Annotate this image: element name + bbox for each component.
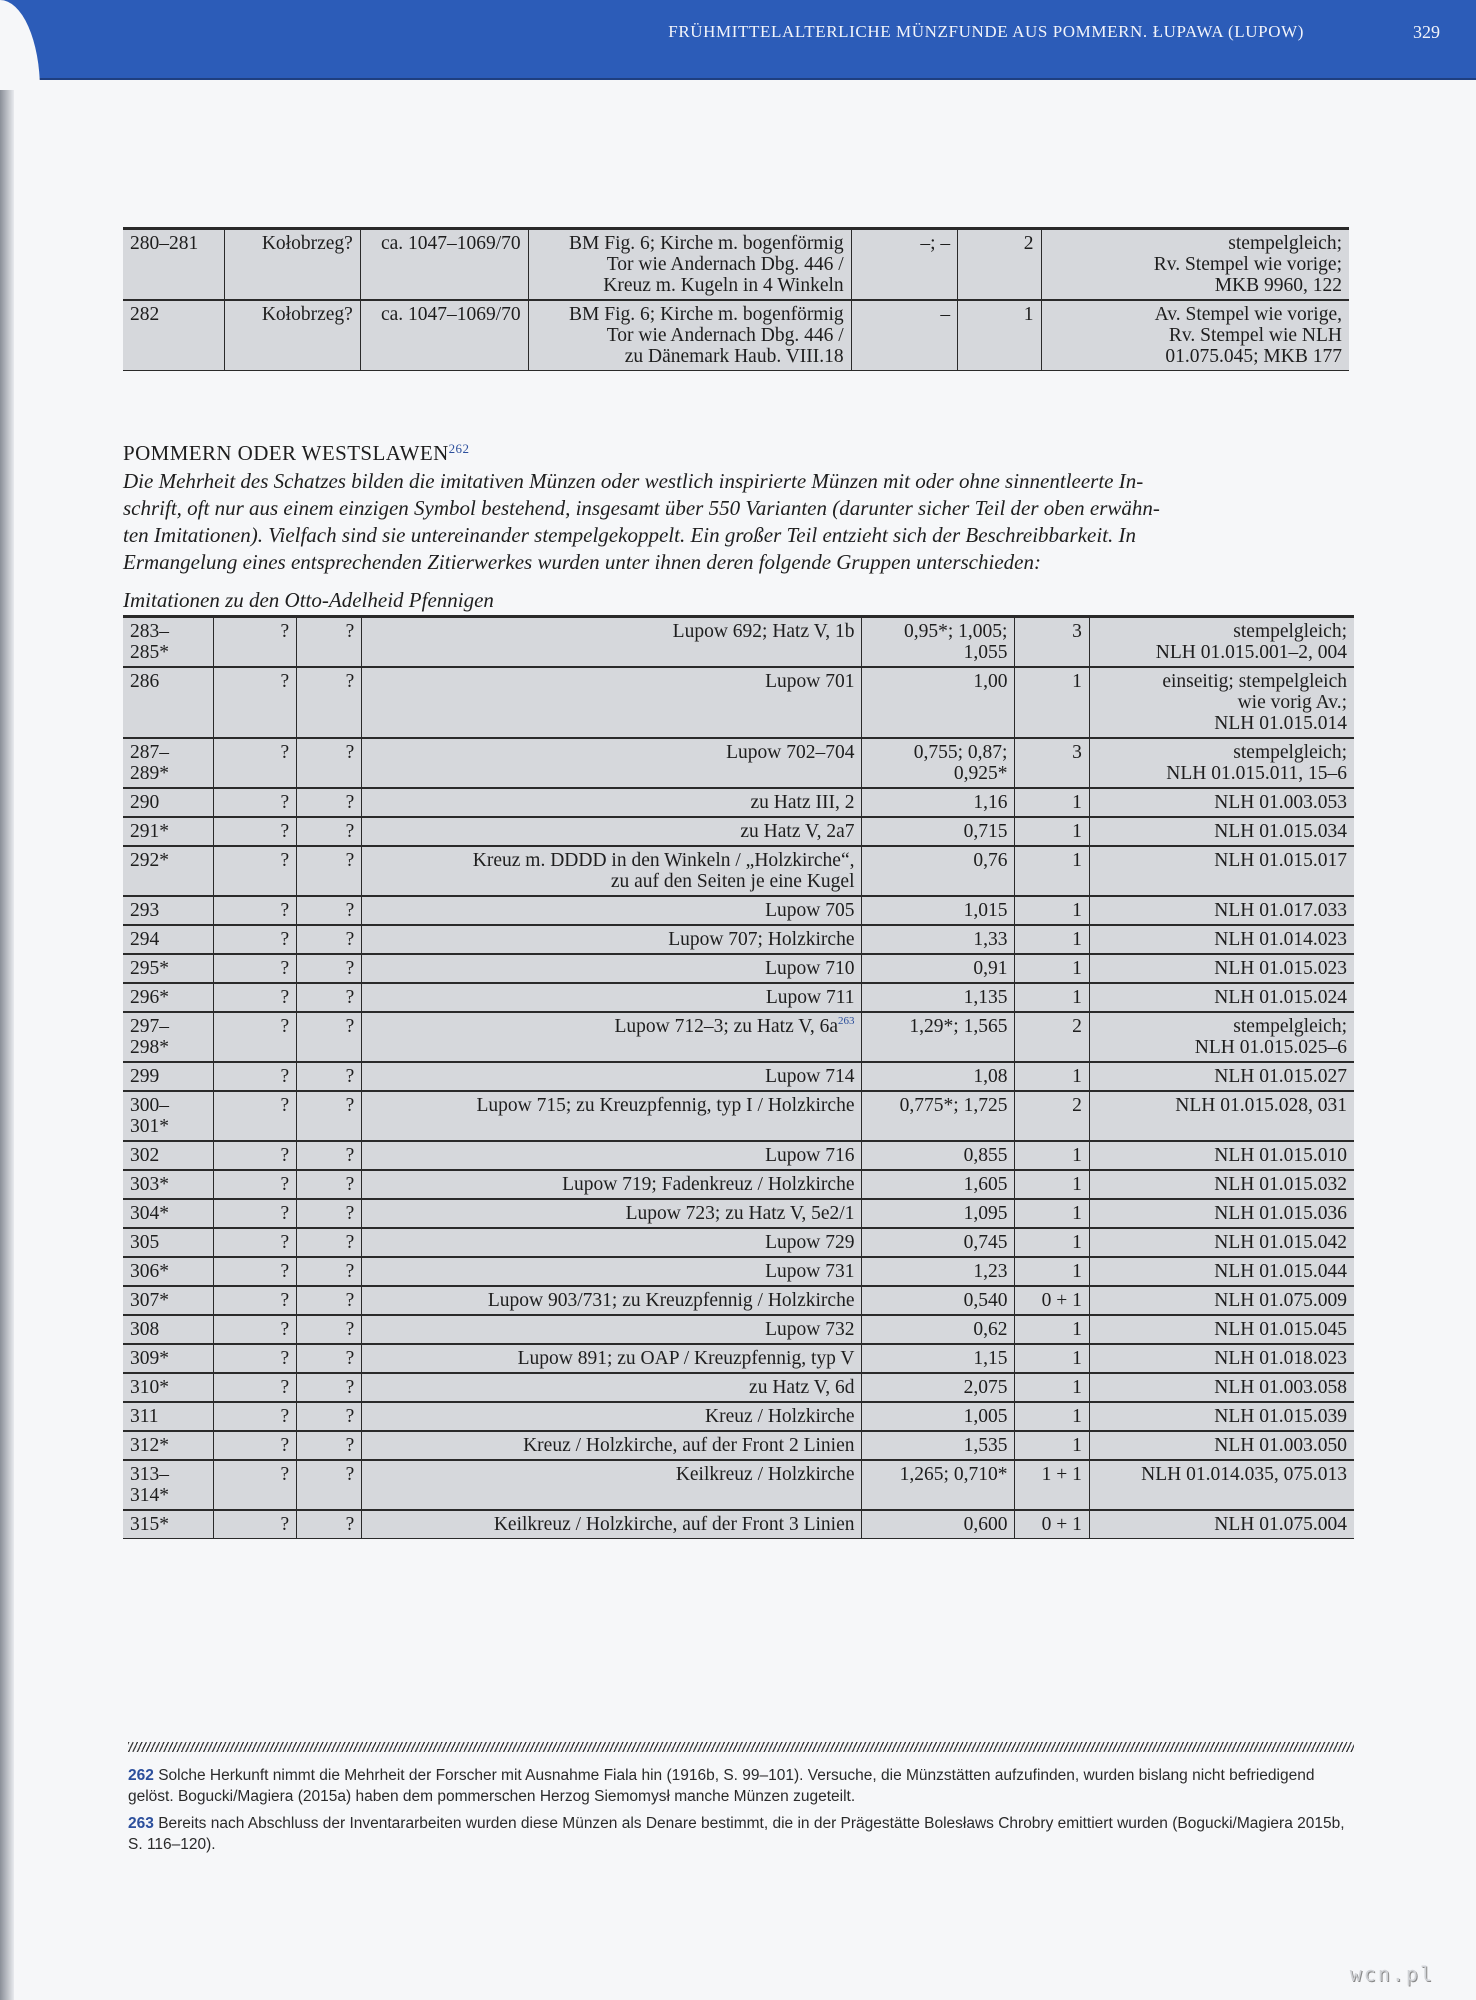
cell-date: ? [297,1228,362,1257]
cell-count: 1 [1015,1315,1089,1344]
cell-description: Lupow 710 [362,954,862,983]
cell-number: 312* [123,1431,214,1460]
footnote-number: 263 [128,1815,154,1832]
cell-number: 304* [123,1199,214,1228]
cell-description: BM Fig. 6; Kirche m. bogenförmig Tor wie Andernach Dbg. 446 / zu Dänemark Haub. VIII.18 [528,300,851,371]
cell-remarks: NLH 01.015.027 [1089,1062,1354,1091]
cell-weight: 0,600 [862,1510,1015,1539]
cell-mint: ? [214,1315,297,1344]
cell-remarks: NLH 01.015.039 [1089,1402,1354,1431]
cell-date: ? [297,817,362,846]
cell-weight: 0,715 [862,817,1015,846]
table-row [123,1062,1354,1091]
cell-remarks: NLH 01.015.023 [1089,954,1354,983]
cell-mint: ? [214,617,297,668]
cell-number: 303* [123,1170,214,1199]
cell-description: Keilkreuz / Holzkirche, auf der Front 3 Linien [362,1510,862,1539]
cell-date: ca. 1047–1069/70 [360,229,528,301]
cell-count: 1 [1015,1199,1089,1228]
cell-date: ? [297,1431,362,1460]
cell-count: 2 [1015,1091,1089,1141]
cell-weight: 1,015 [862,896,1015,925]
cell-mint: ? [214,1402,297,1431]
cell-count: 1 [1015,1062,1089,1091]
cell-count: 1 [1015,1344,1089,1373]
cell-mint: ? [214,1062,297,1091]
cell-count: 1 + 1 [1015,1460,1089,1510]
table-row [123,1286,1354,1315]
cell-number: 290 [123,788,214,817]
cell-description: Kreuz / Holzkirche [362,1402,862,1431]
catalog-table-continued [123,227,1349,371]
intro-line: ten Imitationen). Vielfach sind sie untereinander stempelgekoppelt. Ein großer Teil entzieht sich der Beschreibbarkeit. In [123,523,1137,547]
table-row [123,1373,1354,1402]
table-row [123,1012,1354,1062]
cell-remarks: stempelgleich; NLH 01.015.025–6 [1089,1012,1354,1062]
cell-weight: 1,005 [862,1402,1015,1431]
cell-number: 291* [123,817,214,846]
header-curve [0,0,40,90]
cell-remarks: NLH 01.014.023 [1089,925,1354,954]
cell-weight: 1,00 [862,667,1015,738]
cell-count: 1 [1015,846,1089,896]
cell-count: 1 [1015,1431,1089,1460]
cell-number: 282 [123,300,225,371]
table-row [123,1170,1354,1199]
cell-mint: ? [214,983,297,1012]
cell-date: ? [297,1141,362,1170]
cell-description: Kreuz m. DDDD in den Winkeln / „Holzkirche“, zu auf den Seiten je eine Kugel [362,846,862,896]
cell-weight: 1,29*; 1,565 [862,1012,1015,1062]
cell-number: 308 [123,1315,214,1344]
table-row [123,229,1349,301]
cell-number: 286 [123,667,214,738]
cell-mint: ? [214,1012,297,1062]
cell-number: 313–314* [123,1460,214,1510]
footnote-text: Bereits nach Abschluss der Inventararbeiten wurden diese Münzen als Denare bestimmt, die in der Prägestätte Bolesławs Chrobry emittiert wurden (Bogucki/Magiera 2015b, S. 116–120). [128,1815,1345,1853]
cell-remarks: einseitig; stempelgleich wie vorig Av.; NLH 01.015.014 [1089,667,1354,738]
cell-number: 280–281 [123,229,225,301]
cell-weight: 1,605 [862,1170,1015,1199]
cell-mint: ? [214,1373,297,1402]
cell-number: 302 [123,1141,214,1170]
cell-date: ? [297,1286,362,1315]
table-row [123,1402,1354,1431]
cell-date: ? [297,738,362,788]
cell-mint: ? [214,846,297,896]
table-row [123,1315,1354,1344]
cell-count: 3 [1015,617,1089,668]
cell-weight: 0,62 [862,1315,1015,1344]
cell-remarks: NLH 01.003.050 [1089,1431,1354,1460]
cell-mint: ? [214,1141,297,1170]
cell-description: Kreuz / Holzkirche, auf der Front 2 Linien [362,1431,862,1460]
table-row [123,1141,1354,1170]
footnotes [128,1765,1356,1861]
cell-mint: ? [214,1286,297,1315]
cell-remarks: NLH 01.015.032 [1089,1170,1354,1199]
cell-remarks: NLH 01.015.028, 031 [1089,1091,1354,1141]
table-row [123,983,1354,1012]
table-row [123,1510,1354,1539]
cell-mint: ? [214,738,297,788]
cell-date: ? [297,1062,362,1091]
cell-remarks: NLH 01.015.010 [1089,1141,1354,1170]
table-row [123,954,1354,983]
cell-date: ? [297,1257,362,1286]
table-row [123,1460,1354,1510]
cell-description: Lupow 732 [362,1315,862,1344]
cell-remarks: NLH 01.015.045 [1089,1315,1354,1344]
cell-mint: ? [214,896,297,925]
cell-mint: ? [214,817,297,846]
cell-date: ? [297,617,362,668]
cell-remarks: NLH 01.017.033 [1089,896,1354,925]
cell-remarks: NLH 01.015.036 [1089,1199,1354,1228]
cell-description: zu Hatz III, 2 [362,788,862,817]
cell-weight: 1,095 [862,1199,1015,1228]
cell-weight: 1,33 [862,925,1015,954]
section-heading-text: POMMERN ODER WESTSLAWEN [123,441,449,465]
cell-number: 309* [123,1344,214,1373]
cell-remarks: stempelgleich; NLH 01.015.011, 15–6 [1089,738,1354,788]
cell-remarks: NLH 01.015.017 [1089,846,1354,896]
cell-number: 315* [123,1510,214,1539]
cell-number: 305 [123,1228,214,1257]
cell-count: 1 [1015,1141,1089,1170]
cell-date: ? [297,925,362,954]
cell-number: 296* [123,983,214,1012]
cell-weight: – [851,300,958,371]
cell-number: 294 [123,925,214,954]
cell-number: 293 [123,896,214,925]
section-intro [123,468,1353,576]
cell-weight: 1,15 [862,1344,1015,1373]
cell-remarks: Av. Stempel wie vorige, Rv. Stempel wie NLH 01.075.045; MKB 177 [1041,300,1349,371]
cell-count: 1 [1015,817,1089,846]
cell-date: ? [297,667,362,738]
cell-description: Lupow 702–704 [362,738,862,788]
cell-description: Lupow 731 [362,1257,862,1286]
cell-count: 3 [1015,738,1089,788]
cell-mint: ? [214,1460,297,1510]
cell-weight: 0,775*; 1,725 [862,1091,1015,1141]
cell-description: Lupow 692; Hatz V, 1b [362,617,862,668]
footnote-number: 262 [128,1767,154,1784]
intro-line: schrift, oft nur aus einem einzigen Symbol bestehend, insgesamt über 550 Varianten (darunter sicher Teil der oben erwähn- [123,496,1160,520]
cell-mint: ? [214,954,297,983]
cell-mint: ? [214,1228,297,1257]
cell-description: Lupow 719; Fadenkreuz / Holzkirche [362,1170,862,1199]
footnote-262 [128,1765,1356,1807]
catalog-table-body [123,229,1349,371]
table-row [123,1431,1354,1460]
cell-remarks: NLH 01.003.053 [1089,788,1354,817]
table-row [123,1091,1354,1141]
cell-count: 1 [958,300,1041,371]
catalog-table-body [123,617,1354,1539]
cell-date: ? [297,1315,362,1344]
cell-description: Lupow 712–3; zu Hatz V, 6a$^{263}$ [362,1012,862,1062]
intro-line: Ermangelung eines entsprechenden Zitierwerkes wurden unter ihnen deren folgende Gruppen unterschieden: [123,550,1041,574]
cell-remarks: NLH 01.018.023 [1089,1344,1354,1373]
cell-description: Lupow 723; zu Hatz V, 5e2/1 [362,1199,862,1228]
cell-description: BM Fig. 6; Kirche m. bogenförmig Tor wie Andernach Dbg. 446 / Kreuz m. Kugeln in 4 Winkeln [528,229,851,301]
cell-mint: ? [214,925,297,954]
cell-number: 287–289* [123,738,214,788]
cell-description: Lupow 903/731; zu Kreuzpfennig / Holzkirche [362,1286,862,1315]
cell-description: Lupow 891; zu OAP / Kreuzpfennig, typ V [362,1344,862,1373]
cell-date: ? [297,1510,362,1539]
cell-description: Lupow 705 [362,896,862,925]
cell-remarks: NLH 01.075.009 [1089,1286,1354,1315]
cell-date: ? [297,1460,362,1510]
cell-description: zu Hatz V, 6d [362,1373,862,1402]
cell-weight: 1,23 [862,1257,1015,1286]
cell-count: 1 [1015,1228,1089,1257]
cell-date: ? [297,1402,362,1431]
cell-weight: 1,135 [862,983,1015,1012]
table-row [123,788,1354,817]
cell-remarks: NLH 01.015.044 [1089,1257,1354,1286]
cell-weight: –; – [851,229,958,301]
cell-number: 307* [123,1286,214,1315]
cell-remarks: stempelgleich; NLH 01.015.001–2, 004 [1089,617,1354,668]
table-row [123,925,1354,954]
section-heading [123,441,469,466]
cell-count: 1 [1015,925,1089,954]
table-row [123,1228,1354,1257]
cell-description: Lupow 715; zu Kreuzpfennig, typ I / Holzkirche [362,1091,862,1141]
cell-weight: 0,855 [862,1141,1015,1170]
cell-count: 1 [1015,1373,1089,1402]
cell-count: 1 [1015,954,1089,983]
page-number: 329 [1413,22,1440,42]
cell-description: zu Hatz V, 2a7 [362,817,862,846]
cell-number: 295* [123,954,214,983]
cell-description: Lupow 711 [362,983,862,1012]
table-row [123,817,1354,846]
intro-line: Die Mehrheit des Schatzes bilden die imitativen Münzen oder westlich inspirierte Münzen mit oder ohne sinnentleerte In- [123,469,1144,493]
cell-description: Lupow 729 [362,1228,862,1257]
cell-weight: 0,95*; 1,005; 1,055 [862,617,1015,668]
cell-weight: 1,535 [862,1431,1015,1460]
cell-mint: ? [214,1091,297,1141]
cell-weight: 1,08 [862,1062,1015,1091]
cell-date: ? [297,846,362,896]
cell-mint: ? [214,1257,297,1286]
cell-mint: ? [214,1431,297,1460]
cell-date: ? [297,1344,362,1373]
cell-remarks: NLH 01.015.024 [1089,983,1354,1012]
cell-remarks: stempelgleich; Rv. Stempel wie vorige; MKB 9960, 122 [1041,229,1349,301]
cell-date: ? [297,983,362,1012]
cell-remarks: NLH 01.015.034 [1089,817,1354,846]
cell-date: ? [297,1373,362,1402]
footnote-separator [128,1742,1354,1752]
cell-count: 1 [1015,788,1089,817]
table-row [123,667,1354,738]
group-subheading: Imitationen zu den Otto-Adelheid Pfennigen [123,588,494,612]
cell-description: Lupow 716 [362,1141,862,1170]
cell-date: ca. 1047–1069/70 [360,300,528,371]
footnote-263 [128,1813,1356,1855]
cell-remarks: NLH 01.075.004 [1089,1510,1354,1539]
footnote-ref[interactable]: 262 [448,441,470,456]
cell-weight: 1,16 [862,788,1015,817]
table-row [123,896,1354,925]
cell-weight: 2,075 [862,1373,1015,1402]
watermark: wcn.pl [1349,1962,1434,1986]
cell-weight: 0,91 [862,954,1015,983]
cell-count: 2 [958,229,1041,301]
cell-mint: ? [214,1170,297,1199]
table-row [123,1199,1354,1228]
cell-date: ? [297,954,362,983]
cell-mint: ? [214,1344,297,1373]
cell-date: ? [297,1091,362,1141]
cell-weight: 0,755; 0,87; 0,925* [862,738,1015,788]
cell-count: 1 [1015,1402,1089,1431]
page-edge-shadow [0,0,14,2000]
cell-weight: 0,76 [862,846,1015,896]
cell-remarks: NLH 01.015.042 [1089,1228,1354,1257]
cell-date: ? [297,788,362,817]
cell-number: 311 [123,1402,214,1431]
cell-count: 1 [1015,667,1089,738]
cell-description: Lupow 714 [362,1062,862,1091]
cell-description: Lupow 701 [362,667,862,738]
cell-number: 300–301* [123,1091,214,1141]
cell-number: 306* [123,1257,214,1286]
cell-weight: 0,745 [862,1228,1015,1257]
cell-count: 1 [1015,1170,1089,1199]
cell-count: 2 [1015,1012,1089,1062]
header-band [0,0,1476,80]
cell-description: Keilkreuz / Holzkirche [362,1460,862,1510]
cell-mint: ? [214,667,297,738]
cell-number: 310* [123,1373,214,1402]
cell-mint: ? [214,788,297,817]
cell-date: ? [297,1012,362,1062]
table-row [123,617,1354,668]
cell-count: 0 + 1 [1015,1286,1089,1315]
cell-count: 1 [1015,1257,1089,1286]
cell-mint: ? [214,1510,297,1539]
table-row [123,1344,1354,1373]
table-row [123,1257,1354,1286]
cell-weight: 1,265; 0,710* [862,1460,1015,1510]
cell-date: ? [297,1199,362,1228]
table-row [123,738,1354,788]
cell-number: 297–298* [123,1012,214,1062]
cell-date: ? [297,896,362,925]
cell-count: 1 [1015,983,1089,1012]
cell-number: 292* [123,846,214,896]
cell-number: 283–285* [123,617,214,668]
cell-description: Lupow 707; Holzkirche [362,925,862,954]
cell-date: ? [297,1170,362,1199]
cell-count: 0 + 1 [1015,1510,1089,1539]
cell-mint: Kołobrzeg? [225,229,360,301]
cell-weight: 0,540 [862,1286,1015,1315]
running-title: FRÜHMITTELALTERLICHE MÜNZFUNDE AUS POMMERN. ŁUPAWA (LUPOW) [668,22,1304,41]
table-row [123,846,1354,896]
cell-mint: Kołobrzeg? [225,300,360,371]
cell-remarks: NLH 01.003.058 [1089,1373,1354,1402]
cell-count: 1 [1015,896,1089,925]
catalog-table-imitations [123,615,1354,1539]
table-row [123,300,1349,371]
cell-number: 299 [123,1062,214,1091]
cell-mint: ? [214,1199,297,1228]
cell-remarks: NLH 01.014.035, 075.013 [1089,1460,1354,1510]
footnote-ref[interactable]: 263 [837,1015,855,1027]
footnote-text: Solche Herkunft nimmt die Mehrheit der Forscher mit Ausnahme Fiala hin (1916b, S. 99–101). Versuche, die Münzstätten aufzufinden, wurden bislang nicht befriedigend gelöst. Bogucki/Magiera (2015a) haben dem pommerschen Herzog Siemomysł manche Münzen zugeteilt. [128,1767,1315,1805]
